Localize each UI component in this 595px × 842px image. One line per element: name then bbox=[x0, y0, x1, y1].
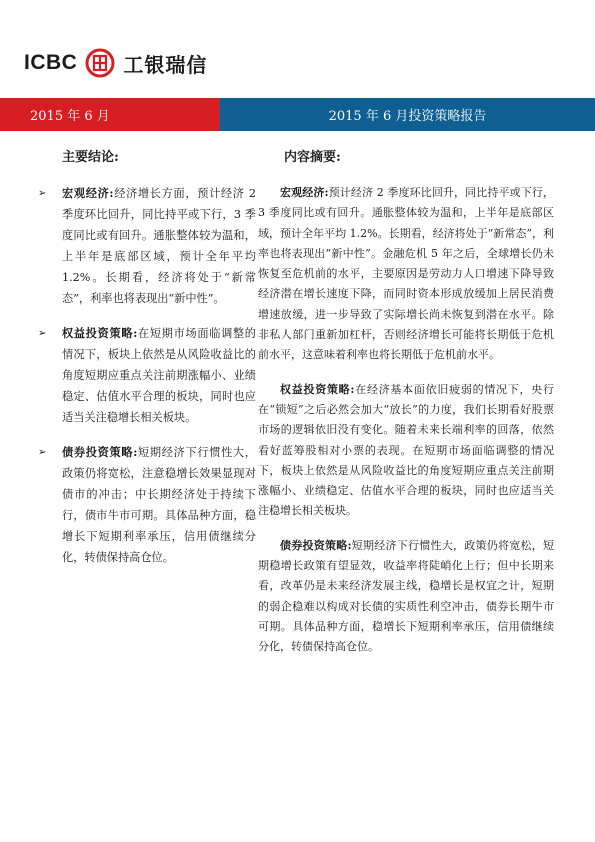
icbc-seal-icon bbox=[85, 48, 115, 78]
summary-label: 权益投资策略: bbox=[280, 382, 355, 396]
conclusion-text bbox=[62, 183, 256, 309]
summary-paragraph bbox=[258, 183, 554, 366]
logo-text-cn: 工银瑞信 bbox=[123, 52, 208, 77]
content-summary bbox=[258, 146, 554, 672]
main-conclusions-title: 主要结论: bbox=[62, 150, 119, 165]
conclusion-body: 短期经济下行惯性大，政策仍将宽松，注意稳增长效果显现对债市的冲击；中长期经济处于持续下行，债市牛市可期。具体品种方面，稳增长下短期利率承压，信用债继续分化，转债保持高仓位。 bbox=[62, 446, 256, 564]
conclusion-item bbox=[38, 442, 256, 568]
arrow-bullet-icon: ➢ bbox=[38, 328, 47, 339]
conclusion-text bbox=[62, 442, 256, 568]
content-summary-title: 内容摘要: bbox=[284, 150, 341, 165]
conclusion-label: 权益投资策略: bbox=[62, 326, 138, 340]
header-banner bbox=[0, 98, 595, 131]
conclusion-item bbox=[38, 323, 256, 428]
icbc-logo bbox=[24, 44, 207, 82]
summary-paragraph bbox=[258, 380, 554, 522]
summary-label: 宏观经济: bbox=[280, 186, 329, 199]
arrow-bullet-icon: ➢ bbox=[38, 188, 47, 199]
conclusion-body: 经济增长方面，预计经济 2 季度环比回升，同比持平或下行，3 季度同比或有回升。通胀整体较为温和，上半年是底部区域，预计全年平均 1.2%。长期看，经济将处于“新常态”，利率也将表现出“新中性”。 bbox=[62, 187, 256, 305]
main-conclusions bbox=[38, 146, 256, 582]
summary-paragraph bbox=[258, 536, 554, 658]
summary-body: 短期经济下行惯性大，政策仍将宽松，短期稳增长政策有望显效，收益率将陡峭化上行；但中长期来看，改革仍是未来经济发展主线，稳增长是权宜之计，短期的弱企稳难以构成对长债的实质性利空冲击，债券长期牛市可期。具体品种方面，稳增长下短期利率承压，信用债继续分化，转债保持高仓位。 bbox=[258, 538, 554, 654]
conclusion-label: 债券投资策略: bbox=[62, 445, 138, 459]
conclusion-text bbox=[62, 323, 256, 428]
summary-body: 预计经济 2 季度环比回升，同比持平或下行，3 季度同比或有回升。通胀整体较为温和，上半年是底部区域，预计全年平均 1.2%。长期看，经济将处于“新常态”，利率也将表现出“新中性”。金融危机 5 年之后，全球增长仍未恢复至危机前的水平，主要原因是劳动力人口增速下降导致经济潜在增长速度下降，而同时资本形成放缓加上居民消费增速放缓，进一步导致了实际增长尚未恢复到潜在水平。除非私人部门重新加杠杆，否则经济增长可能将长期低于危机前水平，这意味着利率也将长期低于危机前水平。 bbox=[258, 186, 554, 362]
conclusion-label: 宏观经济: bbox=[62, 186, 114, 200]
logo-text-en: ICBC bbox=[24, 51, 78, 74]
summary-label: 债券投资策略: bbox=[280, 538, 352, 552]
conclusion-body: 在短期市场面临调整的情况下，板块上依然是从风险收益比的角度短期应重点关注前期涨幅小、业绩稳定、估值水平合理的板块，同时也应适当关注稳增长相关板块。 bbox=[62, 327, 256, 424]
report-date: 2015 年 6 月 bbox=[0, 98, 220, 131]
conclusion-item bbox=[38, 183, 256, 309]
report-title: 2015 年 6 月投资策略报告 bbox=[220, 98, 595, 131]
arrow-bullet-icon: ➢ bbox=[38, 447, 47, 458]
summary-body: 在经济基本面依旧疲弱的情况下，央行在“锁短”之后必然会加大“放长”的力度，我们长期看好股票市场的逻辑依旧没有变化。随着未来长端利率的回落，依然看好蓝筹股相对小票的表现。在短期市场面临调整的情况下，板块上依然是从风险收益比的角度短期应重点关注前期涨幅小、业绩稳定、估值水平合理的板块，同时也应适当关注稳增长相关板块。 bbox=[258, 382, 555, 518]
